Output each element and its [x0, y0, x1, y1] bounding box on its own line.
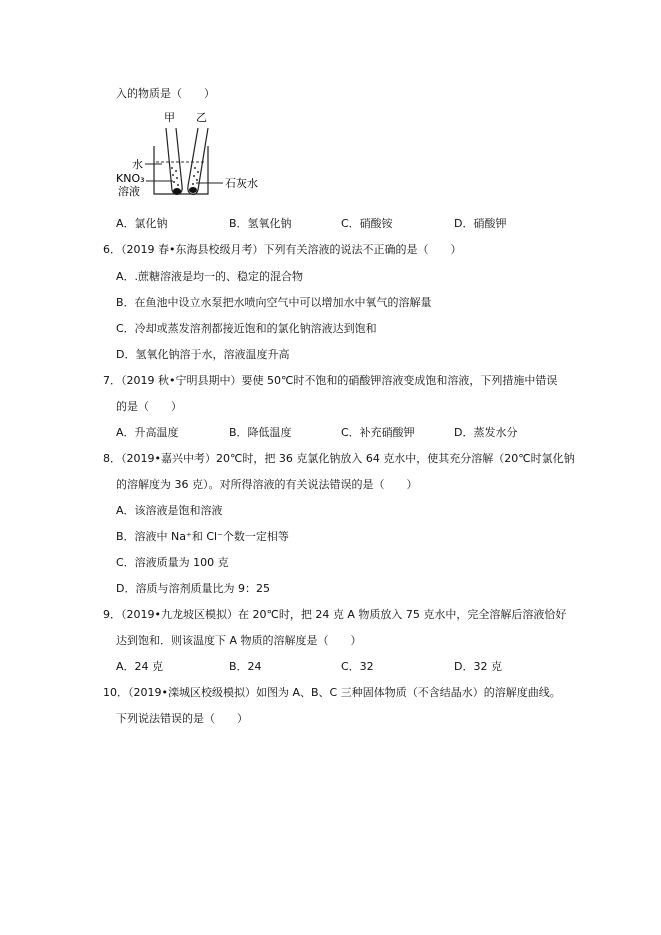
q7-stem-line2: 的是（ ） — [116, 400, 182, 413]
beaker — [154, 146, 208, 194]
test-tube-yi — [188, 128, 208, 195]
q6-option-c: C．冷却或蒸发溶剂都接近饱和的氯化钠溶液达到饱和 — [116, 322, 377, 335]
label-solution: 溶液 — [118, 185, 140, 198]
q8-stem-line2: 的溶解度为 36 克）。对所得溶液的有关说法错误的是（ ） — [116, 478, 418, 491]
q6-stem: 6．（2019 春•东海县校级月考）下列有关溶液的说法不正确的是（ ） — [103, 243, 462, 256]
q5-option-c: C．硝酸铵 — [341, 217, 393, 230]
solid-yi — [189, 187, 197, 193]
solid-jia — [173, 188, 181, 194]
q8-option-d: D．溶质与溶剂质量比为 9：25 — [116, 582, 270, 595]
label-yi: 乙 — [196, 111, 207, 124]
q6-option-d: D．氢氧化钠溶于水，溶液温度升高 — [116, 348, 290, 361]
q9-option-a: A．24 克 — [116, 660, 164, 673]
q9-option-b: B．24 — [229, 660, 262, 673]
q8-option-c: C．溶液质量为 100 克 — [116, 556, 229, 569]
q7-option-c: C．补充硝酸钾 — [341, 426, 415, 439]
label-kno3: KNO₃ — [116, 172, 145, 185]
limewater-dots — [192, 167, 199, 185]
q5-option-b: B．氢氧化钠 — [229, 217, 292, 230]
beaker-test-tube-figure — [116, 110, 276, 202]
q7-option-d: D．蒸发水分 — [454, 426, 518, 439]
q7-stem-line1: 7．（2019 秋•宁明县期中）要使 50℃时不饱和的硝酸钾溶液变成饱和溶液，下列措施中错误 — [103, 374, 558, 387]
q9-option-d: D．32 克 — [454, 660, 502, 673]
q9-stem-line2: 达到饱和．则该温度下 A 物质的溶解度是（ ） — [116, 634, 362, 647]
q6-option-b: B．在鱼池中设立水泵把水喷向空气中可以增加水中氧气的溶解量 — [116, 296, 432, 309]
q8-option-b: B．溶液中 Na⁺和 Cl⁻个数一定相等 — [116, 530, 289, 543]
q9-option-c: C．32 — [341, 660, 374, 673]
q6-option-a: A．.蔗糖溶液是均一的、稳定的混合物 — [116, 270, 304, 283]
label-jia: 甲 — [164, 111, 175, 124]
intro-line: 入的物质是（ ） — [116, 87, 215, 100]
label-limewater: 石灰水 — [225, 177, 258, 190]
q7-option-a: A．升高温度 — [116, 426, 179, 439]
kno3-solution-dots — [171, 167, 179, 186]
q8-stem-line1: 8．（2019•嘉兴中考）20℃时，把 36 克氯化钠放入 64 克水中，使其充分溶解（20℃时氯化钠 — [103, 452, 575, 465]
test-tube-jia — [166, 128, 182, 195]
q5-option-d: D．硝酸钾 — [454, 217, 507, 230]
q5-option-a: A．氯化钠 — [116, 217, 168, 230]
q7-option-b: B．降低温度 — [229, 426, 292, 439]
q9-stem-line1: 9．（2019•九龙坡区模拟）在 20℃时，把 24 克 A 物质放入 75 克水中，完全溶解后溶液恰好 — [103, 608, 567, 621]
q10-stem-line2: 下列说法错误的是（ ） — [116, 712, 248, 725]
q8-option-a: A．该溶液是饱和溶液 — [116, 504, 223, 517]
q10-stem-line1: 10．（2019•滦城区校级模拟）如图为 A、B、C 三种固体物质（不含结晶水）的溶解度曲线。 — [103, 686, 561, 699]
label-water: 水 — [132, 158, 143, 171]
